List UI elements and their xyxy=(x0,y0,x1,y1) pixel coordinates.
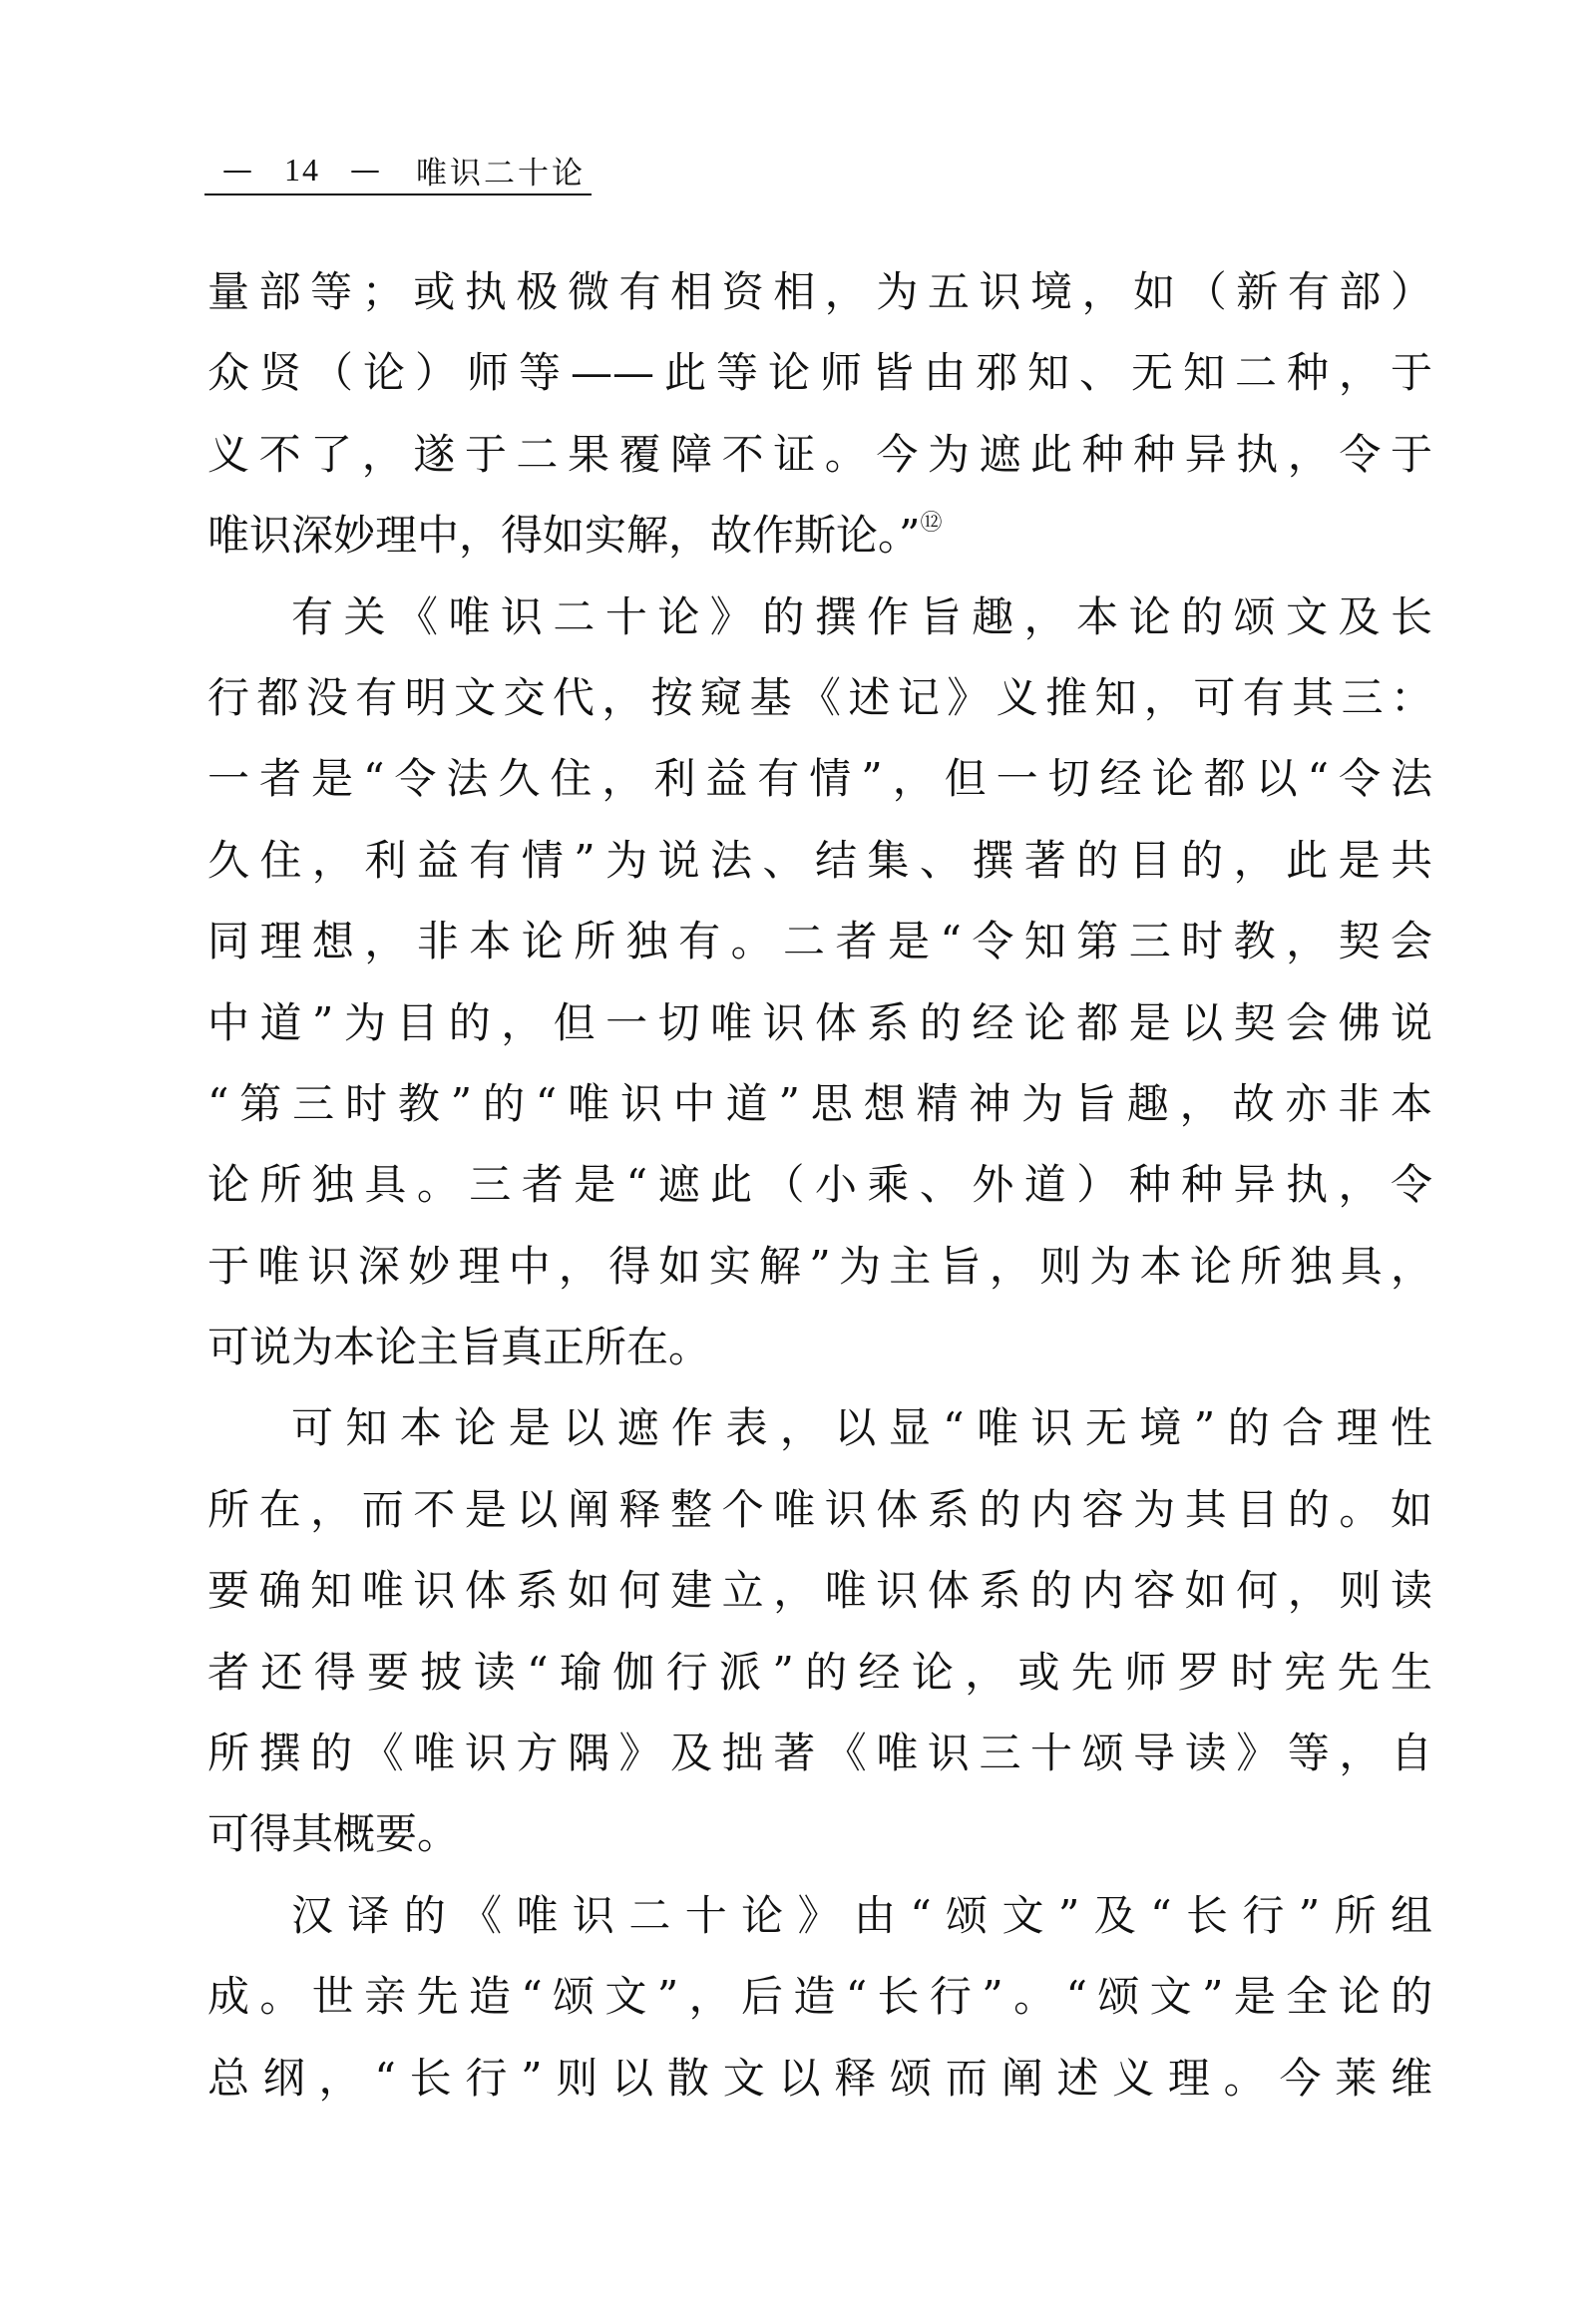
page-number: 14 xyxy=(284,151,320,188)
paragraph-first-line: 有关《唯识二十论》的撰作旨趣，本论的颂文及长 xyxy=(291,591,1432,641)
header-dash-left: — xyxy=(222,152,254,188)
footnote-marker: ⑫ xyxy=(920,511,943,537)
body-text xyxy=(207,251,1432,2119)
running-header xyxy=(204,148,586,192)
text-line: 一者是“令法久住，利益有情”，但一切经论都以“令法 xyxy=(207,754,1432,804)
text-line: 行都没有明文交代，按窥基《述记》义推知，可有其三： xyxy=(207,672,1432,722)
text-line: 量部等；或执极微有相资相，为五识境，如（新有部） xyxy=(207,267,1432,316)
text-line: 成。世亲先造“颂文”，后造“长行”。“颂文”是全论的 xyxy=(207,1972,1432,2022)
paragraph-first-line: 汉译的《唯识二十论》由“颂文”及“长行”所组 xyxy=(291,1890,1432,1940)
text-line: “第三时教”的“唯识中道”思想精神为旨趣，故亦非本 xyxy=(207,1078,1432,1128)
text-line: 可说为本论主旨真正所在。 xyxy=(207,1323,711,1372)
text-line: 久住，利益有情”为说法、结集、撰著的目的，此是共 xyxy=(207,835,1432,885)
text-line: 要确知唯识体系如何建立，唯识体系的内容如何，则读 xyxy=(207,1566,1432,1616)
book-title: 唯识二十论 xyxy=(416,155,586,192)
header-rule xyxy=(204,193,592,195)
text-line: 中道”为目的，但一切唯识体系的经论都是以契会佛说 xyxy=(207,997,1432,1047)
text-line: 所撰的《唯识方隅》及拙著《唯识三十颂导读》等，自 xyxy=(207,1729,1432,1778)
text-line: 义不了，遂于二果覆障不证。今为遮此种种异执，令于 xyxy=(207,429,1432,479)
text-line: 众贤（论）师等——此等论师皆由邪知、无知二种，于 xyxy=(207,348,1432,398)
text-line: 论所独具。三者是“遮此（小乘、外道）种种异执，令 xyxy=(207,1160,1432,1210)
text-line: 总纲，“长行”则以散文以释颂而阐述义理。今莱维 xyxy=(207,2053,1432,2103)
text-line: 所在，而不是以阐释整个唯识体系的内容为其目的。如 xyxy=(207,1484,1432,1534)
text-line: 同理想，非本论所独有。二者是“令知第三时教，契会 xyxy=(207,917,1432,966)
text-line: 可得其概要。 xyxy=(207,1809,460,1859)
text-line xyxy=(207,495,1432,576)
text-line: 于唯识深妙理中，得如实解”为主旨，则为本论所独具， xyxy=(207,1241,1432,1291)
text-line: 者还得要披读“瑜伽行派”的经论，或先师罗时宪先生 xyxy=(207,1647,1432,1697)
paragraph-first-line: 可知本论是以遮作表，以显“唯识无境”的合理性 xyxy=(291,1403,1432,1453)
text-line-content: 唯识深妙理中，得如实解，故作斯论。” xyxy=(207,511,921,561)
header-dash-right: — xyxy=(350,152,382,188)
